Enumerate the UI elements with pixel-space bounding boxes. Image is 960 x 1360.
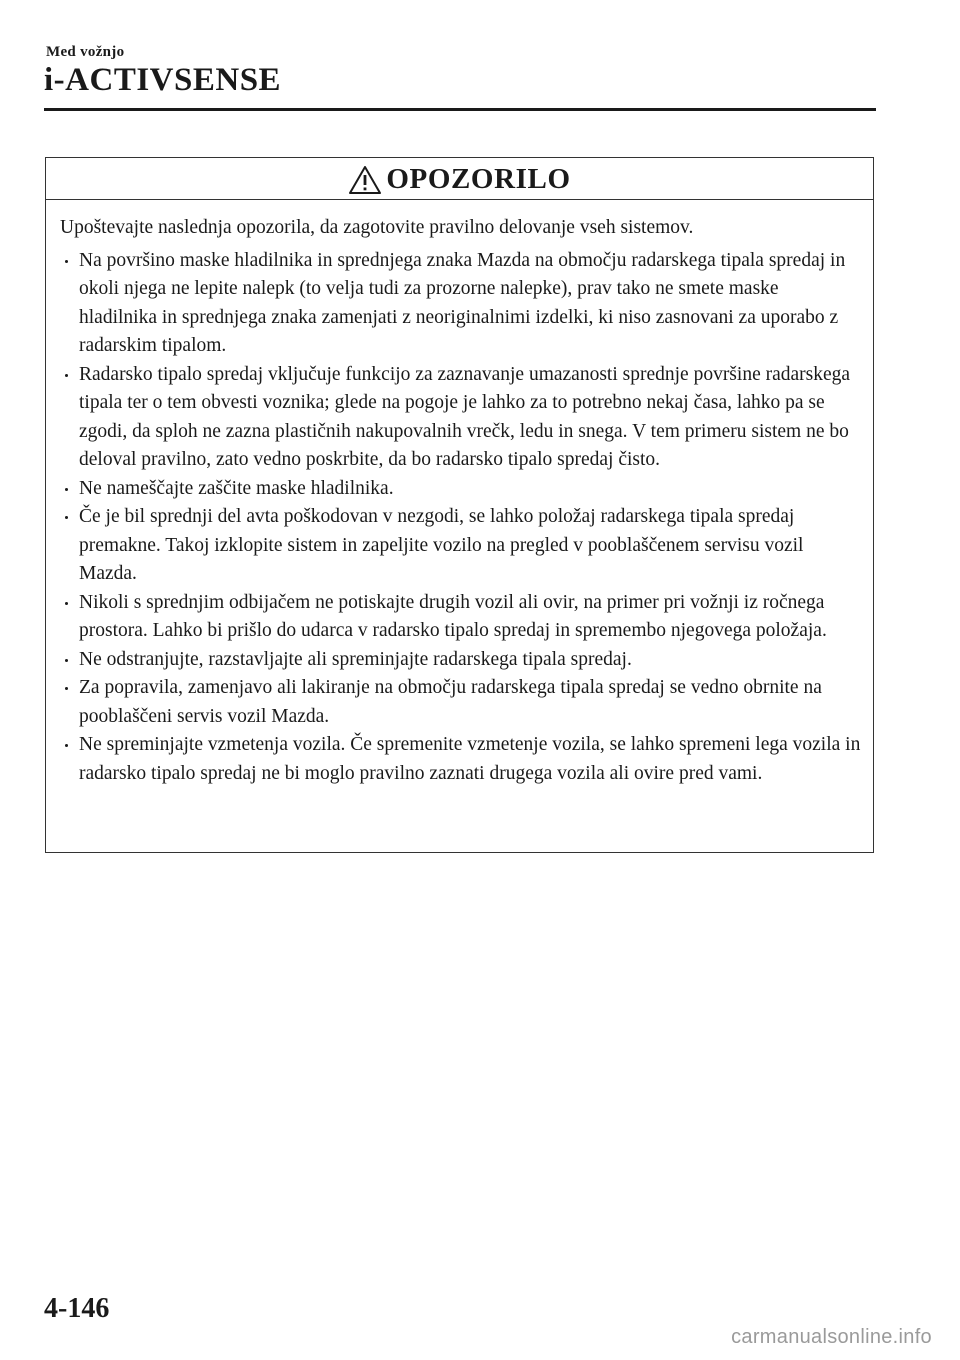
bullet-icon [65, 516, 68, 519]
list-item [60, 361, 861, 475]
list-item-text: Za popravila, zamenjavo ali lakiranje na območju radarskega tipala spredaj se vedno obrnite na pooblaščeni servis vozil Mazda. [79, 677, 822, 727]
warning-title: OPOZORILO [386, 163, 571, 195]
warning-header [46, 158, 873, 200]
list-item-text: Ne nameščajte zaščite maske hladilnika. [79, 477, 394, 499]
list-item [60, 247, 861, 361]
chapter-title: i-ACTIVSENSE [44, 62, 282, 98]
list-item [60, 674, 861, 731]
list-item-text: Ne odstranjujte, razstavljajte ali spreminjajte radarskega tipala spredaj. [79, 648, 632, 670]
list-item [60, 503, 861, 589]
bullet-icon [65, 687, 68, 690]
list-item [60, 731, 861, 788]
bullet-icon [65, 374, 68, 377]
bullet-icon [65, 260, 68, 263]
bullet-icon [65, 602, 68, 605]
header-rule [44, 108, 876, 111]
warning-triangle-icon [348, 165, 382, 195]
warning-body [46, 200, 873, 788]
warning-box [45, 157, 874, 853]
list-item [60, 646, 861, 675]
page-number: 4-146 [44, 1293, 110, 1324]
bullet-icon [65, 744, 68, 747]
section-label: Med vožnjo [46, 44, 125, 60]
list-item-text: Na površino maske hladilnika in sprednjega znaka Mazda na območju radarskega tipala spredaj in okoli njega ne lepite nalepk (to velja tudi za prozorne nalepke), prav tako ne smete maske hladilnika in sprednjega znaka zamenjati z neoriginalnimi izdelki, ki niso zasnovani za uporabo z radarskim tipalom. [79, 249, 846, 356]
list-item-text: Če je bil sprednji del avta poškodovan v nezgodi, se lahko položaj radarskega tipala spredaj premakne. Takoj izklopite sistem in zapeljite vozilo na pregled v pooblaščenem servisu vozil Mazda. [79, 506, 804, 584]
warning-intro: Upoštevajte naslednja opozorila, da zagotovite pravilno delovanje vseh sistemov. [60, 217, 694, 238]
list-item-text: Nikoli s sprednjim odbijačem ne potiskajte drugih vozil ali ovir, na primer pri vožnji iz ročnega prostora. Lahko bi prišlo do udarca v radarsko tipalo spredaj in spremembo njegovega položaja. [79, 591, 827, 641]
list-item [60, 475, 861, 504]
bullet-icon [65, 488, 68, 491]
watermark-link[interactable]: carmanualsonline.info [731, 1326, 932, 1348]
list-item-text: Ne spreminjajte vzmetenja vozila. Če spremenite vzmetenje vozila, se lahko spremeni lega vozila in radarsko tipalo spredaj ne bi moglo pravilno zaznati drugega vozila ali ovire pred vami. [79, 734, 861, 784]
warning-list [60, 247, 861, 789]
list-item [60, 589, 861, 646]
list-item-text: Radarsko tipalo spredaj vključuje funkcijo za zaznavanje umazanosti sprednje površine radarskega tipala ter o tem obvesti voznika; glede na pogoje je lahko za to potrebno nekaj časa, lahko pa se zgodi, da sploh ne zazna plastičnih nakupovalnih vrečk, ledu in snega. V tem primeru sistem ne bo deloval pravilno, zato vedno poskrbite, da bo radarsko tipalo spredaj čisto. [79, 363, 851, 470]
bullet-icon [65, 659, 68, 662]
